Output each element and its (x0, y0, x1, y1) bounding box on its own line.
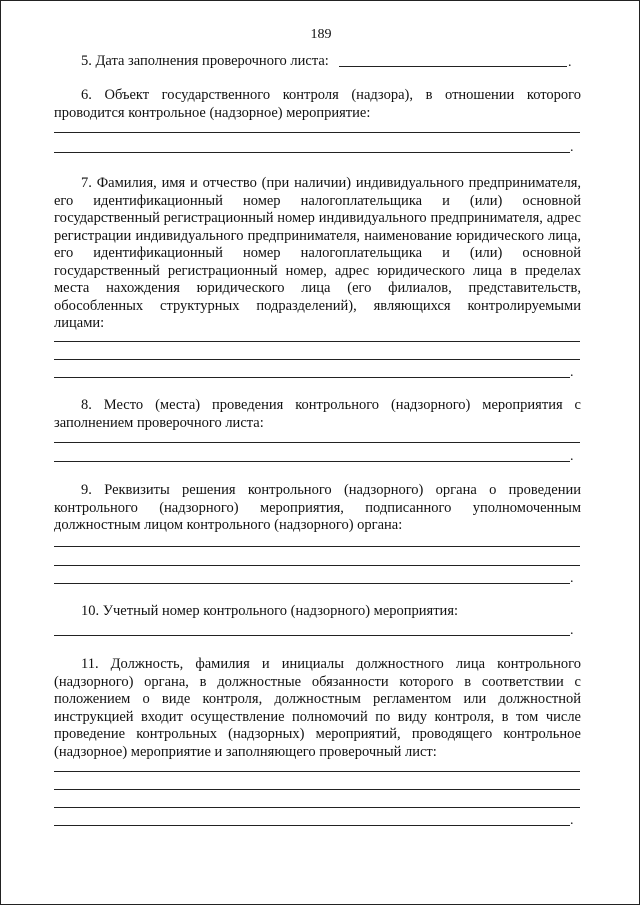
section-7-field-line-2[interactable] (54, 359, 580, 360)
section-7-field-line-3[interactable] (54, 377, 570, 378)
section-11-field-line-2[interactable] (54, 789, 580, 790)
section-9-field-line-1[interactable] (54, 546, 580, 547)
section-7-field-line-1[interactable] (54, 341, 580, 342)
section-6-text: 6. Объект государственного контроля (надзора), в отношении которого проводится контрольное (надзорное) мероприятие: (54, 87, 581, 121)
section-9-field-line-3[interactable] (54, 583, 570, 584)
section-11-text: 11. Должность, фамилия и инициалы должностного лица контрольного (надзорного) органа, в должностные обязанности которого в соответствии с положением о виде контроля, должностным регламентом или должностной инструкцией входит осуществление полномочий по виду контроля, в том числе проведение контрольных (надзорных) мероприятий, проводящего контрольное (надзорное) мероприятие и заполняющего проверочный лист: (54, 656, 581, 760)
section-9-field-line-2[interactable] (54, 565, 580, 566)
section-11-end: . (570, 813, 574, 828)
section-9-end: . (570, 571, 574, 586)
section-7-end: . (570, 365, 574, 380)
section-6-field-line-2[interactable] (54, 152, 570, 153)
section-11-field-line-3[interactable] (54, 807, 580, 808)
section-8-field-line-2[interactable] (54, 461, 570, 462)
section-5-label: 5. Дата заполнения проверочного листа: (81, 53, 329, 69)
section-5-end: . (568, 55, 572, 70)
page-number: 189 (310, 27, 332, 42)
section-8-end: . (570, 449, 574, 464)
section-7-text: 7. Фамилия, имя и отчество (при наличии) индивидуального предпринимателя, его идентификационный номер налогоплательщика и (или) основной государственный регистрационный номер индивидуального предпринимателя, адрес регистрации индивидуального предпринимателя, наименование юридического лица, его идентификационный номер налогоплательщика и (или) основной государственный регистрационный номер, адрес юридического лица в пределах места нахождения юридического лица (его филиалов, представительств, обособленных структурных подразделений), являющихся контролируемыми лицами: (54, 175, 581, 331)
section-5-date-field[interactable] (339, 66, 567, 67)
section-8-text: 8. Место (места) проведения контрольного (надзорного) мероприятия с заполнением проверочного листа: (54, 397, 581, 431)
section-11-field-line-4[interactable] (54, 825, 570, 826)
section-10-end: . (570, 623, 574, 638)
section-9-text: 9. Реквизиты решения контрольного (надзорного) органа о проведении контрольного (надзорного) мероприятия, подписанного уполномоченным должностным лицом контрольного (надзорного) органа: (54, 482, 581, 533)
section-8-field-line-1[interactable] (54, 442, 580, 443)
section-10-label: 10. Учетный номер контрольного (надзорного) мероприятия: (81, 603, 459, 619)
section-6-field-line-1[interactable] (54, 132, 580, 133)
section-6-end: . (570, 140, 574, 155)
section-11-field-line-1[interactable] (54, 771, 580, 772)
section-10-field-line[interactable] (54, 635, 570, 636)
